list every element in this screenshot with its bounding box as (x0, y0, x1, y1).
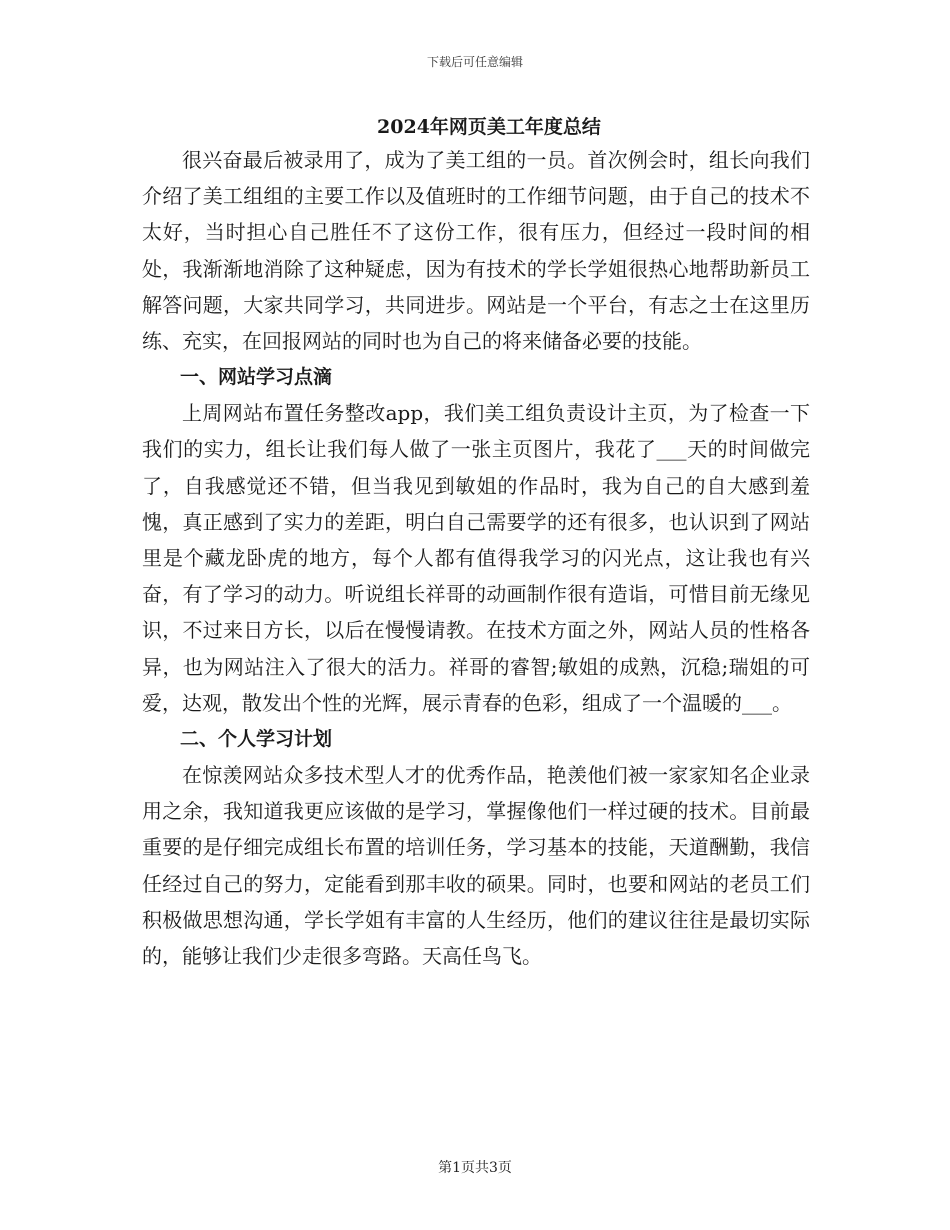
section1-paragraph: 上周网站布置任务整改app，我们美工组负责设计主页，为了检查一下我们的实力，组长让我们每人做了一张主页图片，我花了___天的时间做完了，自我感觉还不错，但当我见到敏姐的作品时，我为自己的自大感到羞愧，真正感到了实力的差距，明白自己需要学的还有很多，也认识到了网站里是个藏龙卧虎的地方，每个人都有值得我学习的闪光点，这让我也有兴奋，有了学习的动力。听说组长祥哥的动画制作很有造诣，可惜目前无缘见识，不过来日方长，以后在慢慢请教。在技术方面之外，网站人员的性格各异，也为网站注入了很大的活力。祥哥的睿智;敏姐的成熟，沉稳;瑞姐的可爱，达观，散发出个性的光辉，展示青春的色彩，组成了一个温暖的___。 (142, 401, 810, 715)
document-content (142, 112, 810, 974)
page-indicator: 第1页共3页 (438, 1160, 512, 1176)
document-title: 2024年网页美工年度总结 (377, 116, 601, 138)
header-note: 下载后可任意编辑 (426, 55, 523, 69)
section1-heading: 一、网站学习点滴 (180, 366, 333, 389)
section2-heading: 二、个人学习计划 (180, 728, 333, 751)
intro-paragraph: 很兴奋最后被录用了，成为了美工组的一员。首次例会时，组长向我们介绍了美工组组的主要工作以及值班时的工作细节问题，由于自己的技术不太好，当时担心自己胜任不了这份工作，很有压力，但经过一段时间的相处，我渐渐地消除了这种疑虑，因为有技术的学长学姐很热心地帮助新员工解答问题，大家共同学习，共同进步。网站是一个平台，有志之士在这里历练、充实，在回报网站的同时也为自己的将来储备必要的技能。 (142, 148, 810, 354)
section2-paragraph: 在惊羡网站众多技术型人才的优秀作品，艳羡他们被一家家知名企业录用之余，我知道我更应该做的是学习，掌握像他们一样过硬的技术。目前最重要的是仔细完成组长布置的培训任务，学习基本的技能，天道酬勤，我信任经过自己的努力，定能看到那丰收的硕果。同时，也要和网站的老员工们积极做思想沟通，学长学姐有丰富的人生经历，他们的建议往往是最切实际的，能够让我们少走很多弯路。天高任鸟飞。 (142, 763, 810, 969)
